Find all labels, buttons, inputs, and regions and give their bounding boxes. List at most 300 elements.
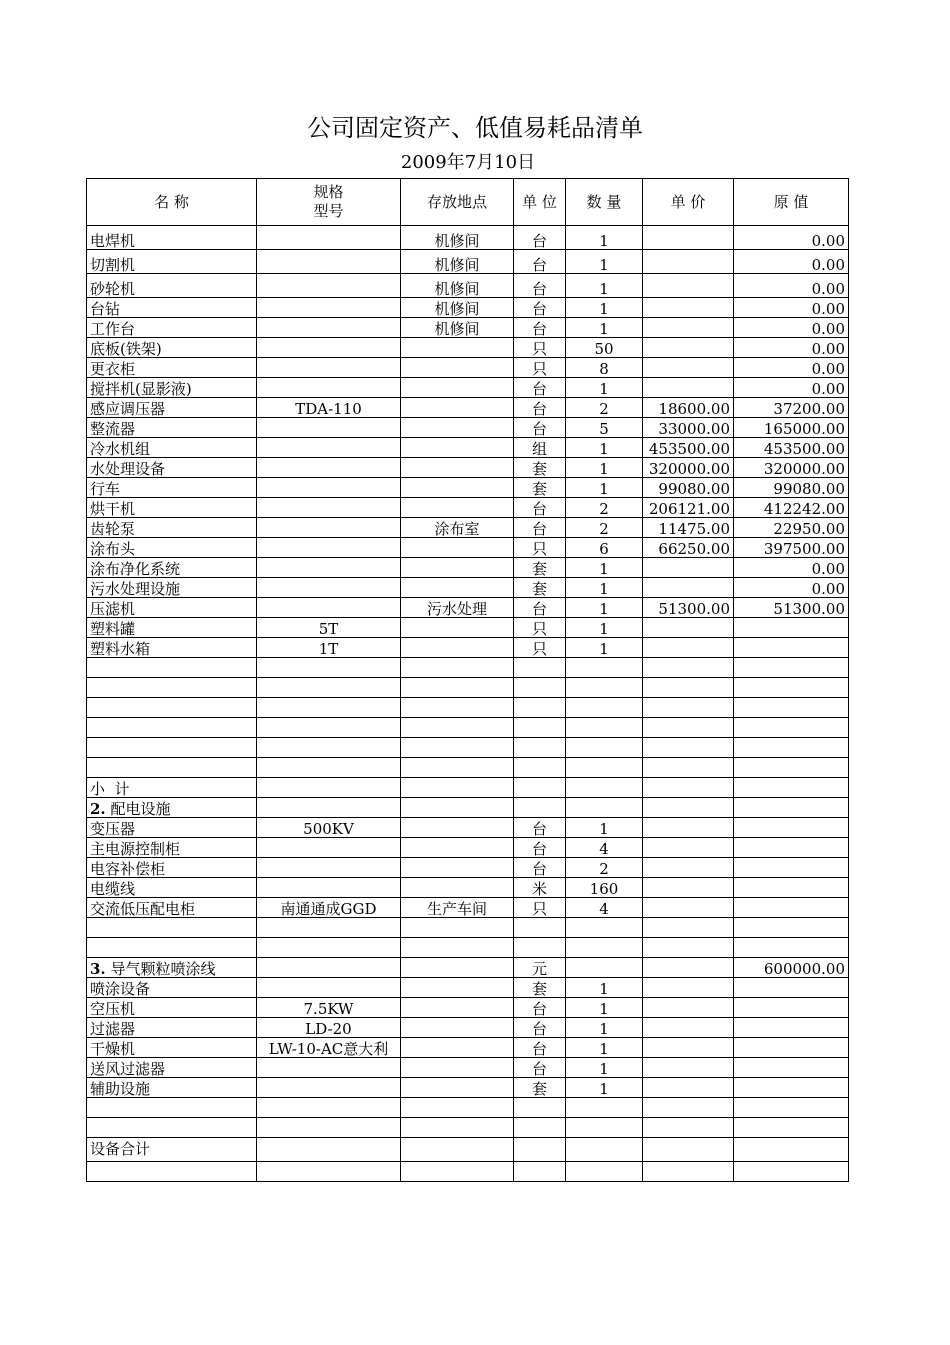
cell-name: 电焊机 [87, 226, 257, 250]
cell-location [401, 638, 514, 658]
table-row [87, 1038, 849, 1058]
cell-unit: 台 [514, 298, 566, 318]
cell-location: 机修间 [401, 250, 514, 274]
cell-unit-price [643, 978, 734, 998]
cell-quantity: 1 [566, 558, 643, 578]
table-row [87, 318, 849, 338]
header-quantity: 数 量 [566, 179, 643, 226]
cell-unit [514, 678, 566, 698]
cell-unit-price [643, 226, 734, 250]
cell-spec [257, 658, 401, 678]
cell-original-value [734, 738, 849, 758]
cell-name: 行车 [87, 478, 257, 498]
cell-unit [514, 918, 566, 938]
cell-spec [257, 338, 401, 358]
table-row [87, 998, 849, 1018]
cell-quantity: 6 [566, 538, 643, 558]
cell-spec [257, 678, 401, 698]
cell-original-value: 0.00 [734, 358, 849, 378]
cell-unit-price [643, 1138, 734, 1162]
cell-quantity [566, 698, 643, 718]
cell-spec [257, 1118, 401, 1138]
cell-location [401, 578, 514, 598]
cell-quantity: 1 [566, 250, 643, 274]
table-row [87, 798, 849, 818]
cell-name: 齿轮泵 [87, 518, 257, 538]
cell-unit: 套 [514, 458, 566, 478]
cell-original-value [734, 1138, 849, 1162]
table-row [87, 1098, 849, 1118]
cell-name [87, 658, 257, 678]
cell-quantity [566, 1118, 643, 1138]
cell-unit: 台 [514, 818, 566, 838]
cell-spec: 南通通成GGD [257, 898, 401, 918]
cell-unit: 台 [514, 318, 566, 338]
cell-name: 干燥机 [87, 1038, 257, 1058]
cell-original-value [734, 778, 849, 798]
table-row [87, 638, 849, 658]
cell-original-value [734, 618, 849, 638]
cell-unit-price [643, 758, 734, 778]
cell-location [401, 1098, 514, 1118]
cell-unit-price [643, 738, 734, 758]
cell-original-value [734, 938, 849, 958]
table-row [87, 698, 849, 718]
cell-location [401, 678, 514, 698]
cell-location: 机修间 [401, 274, 514, 298]
cell-name: 辅助设施 [87, 1078, 257, 1098]
cell-unit [514, 1162, 566, 1182]
cell-unit-price: 11475.00 [643, 518, 734, 538]
cell-unit-price [643, 778, 734, 798]
cell-quantity: 1 [566, 378, 643, 398]
cell-name: 冷水机组 [87, 438, 257, 458]
cell-quantity: 1 [566, 478, 643, 498]
cell-name [87, 678, 257, 698]
cell-spec [257, 598, 401, 618]
cell-location [401, 398, 514, 418]
cell-quantity: 1 [566, 578, 643, 598]
cell-name: 涂布净化系统 [87, 558, 257, 578]
table-row [87, 298, 849, 318]
cell-unit-price [643, 1118, 734, 1138]
cell-location: 污水处理 [401, 598, 514, 618]
cell-unit: 套 [514, 478, 566, 498]
cell-quantity: 1 [566, 458, 643, 478]
cell-spec [257, 838, 401, 858]
cell-spec [257, 358, 401, 378]
table-row [87, 1018, 849, 1038]
cell-spec [257, 378, 401, 398]
table-row [87, 1118, 849, 1138]
cell-spec [257, 918, 401, 938]
cell-unit-price [643, 274, 734, 298]
cell-unit: 台 [514, 1038, 566, 1058]
cell-spec [257, 978, 401, 998]
cell-quantity [566, 658, 643, 678]
header-unit: 单 位 [514, 179, 566, 226]
cell-quantity: 2 [566, 858, 643, 878]
cell-location: 机修间 [401, 298, 514, 318]
cell-name: 主电源控制柜 [87, 838, 257, 858]
cell-name: 切割机 [87, 250, 257, 274]
cell-original-value: 0.00 [734, 578, 849, 598]
cell-unit [514, 758, 566, 778]
cell-quantity: 1 [566, 978, 643, 998]
table-row [87, 858, 849, 878]
cell-name: 压滤机 [87, 598, 257, 618]
cell-name: 电容补偿柜 [87, 858, 257, 878]
cell-name: 涂布头 [87, 538, 257, 558]
cell-unit-price [643, 618, 734, 638]
table-row [87, 938, 849, 958]
cell-name [87, 1098, 257, 1118]
table-row [87, 338, 849, 358]
cell-original-value [734, 918, 849, 938]
cell-spec: 5T [257, 618, 401, 638]
cell-unit-price [643, 250, 734, 274]
cell-location [401, 918, 514, 938]
cell-unit-price [643, 918, 734, 938]
cell-unit: 台 [514, 598, 566, 618]
cell-original-value: 0.00 [734, 226, 849, 250]
cell-quantity [566, 798, 643, 818]
table-row [87, 478, 849, 498]
table-row [87, 378, 849, 398]
cell-name: 搅拌机(显影液) [87, 378, 257, 398]
cell-unit-price [643, 638, 734, 658]
cell-unit: 只 [514, 538, 566, 558]
cell-name [87, 738, 257, 758]
cell-unit-price [643, 998, 734, 1018]
cell-quantity [566, 1098, 643, 1118]
cell-original-value: 0.00 [734, 298, 849, 318]
cell-location [401, 1018, 514, 1038]
cell-unit-price [643, 1038, 734, 1058]
header-row [87, 179, 849, 226]
cell-location [401, 958, 514, 978]
cell-quantity: 1 [566, 1018, 643, 1038]
cell-quantity: 1 [566, 998, 643, 1018]
cell-unit-price [643, 938, 734, 958]
cell-quantity: 1 [566, 226, 643, 250]
cell-original-value [734, 638, 849, 658]
table-row [87, 398, 849, 418]
cell-location [401, 698, 514, 718]
cell-original-value [734, 978, 849, 998]
cell-location: 涂布室 [401, 518, 514, 538]
table-row [87, 438, 849, 458]
cell-spec [257, 738, 401, 758]
cell-quantity: 4 [566, 838, 643, 858]
cell-quantity: 1 [566, 274, 643, 298]
cell-location [401, 618, 514, 638]
table-row [87, 778, 849, 798]
cell-spec [257, 698, 401, 718]
cell-unit-price: 18600.00 [643, 398, 734, 418]
header-spec-line2: 型号 [313, 202, 344, 220]
cell-unit-price [643, 1018, 734, 1038]
cell-quantity: 50 [566, 338, 643, 358]
cell-spec [257, 958, 401, 978]
cell-location [401, 1118, 514, 1138]
cell-unit: 台 [514, 998, 566, 1018]
document-date: 2009年7月10日 [400, 152, 536, 173]
table-row [87, 838, 849, 858]
table-row [87, 274, 849, 298]
table-row [87, 958, 849, 978]
header-unit-price: 单 价 [643, 179, 734, 226]
cell-spec [257, 878, 401, 898]
cell-spec: LD-20 [257, 1018, 401, 1038]
cell-quantity: 1 [566, 318, 643, 338]
cell-location [401, 798, 514, 818]
table-row [87, 598, 849, 618]
section-number: 2. [90, 800, 106, 818]
cell-spec [257, 938, 401, 958]
table-row [87, 618, 849, 638]
cell-spec [257, 1138, 401, 1162]
cell-quantity: 2 [566, 398, 643, 418]
cell-location [401, 478, 514, 498]
cell-original-value [734, 838, 849, 858]
cell-unit-price [643, 718, 734, 738]
cell-unit-price [643, 1078, 734, 1098]
cell-original-value: 0.00 [734, 378, 849, 398]
cell-unit-price [643, 698, 734, 718]
cell-name: 台钻 [87, 298, 257, 318]
cell-quantity: 5 [566, 418, 643, 438]
cell-quantity [566, 918, 643, 938]
cell-quantity: 2 [566, 518, 643, 538]
cell-original-value: 397500.00 [734, 538, 849, 558]
cell-name [87, 798, 257, 818]
cell-spec [257, 438, 401, 458]
cell-unit-price [643, 298, 734, 318]
cell-unit: 套 [514, 1078, 566, 1098]
cell-unit-price [643, 578, 734, 598]
cell-unit-price [643, 318, 734, 338]
cell-unit-price [643, 358, 734, 378]
cell-unit-price: 453500.00 [643, 438, 734, 458]
cell-name [87, 1118, 257, 1138]
cell-quantity: 1 [566, 438, 643, 458]
header-location: 存放地点 [401, 179, 514, 226]
cell-quantity: 8 [566, 358, 643, 378]
cell-location [401, 538, 514, 558]
cell-location: 生产车间 [401, 898, 514, 918]
cell-original-value [734, 1162, 849, 1182]
cell-spec [257, 1058, 401, 1078]
cell-original-value [734, 658, 849, 678]
cell-location [401, 938, 514, 958]
cell-original-value [734, 818, 849, 838]
cell-unit: 只 [514, 358, 566, 378]
cell-spec: 1T [257, 638, 401, 658]
cell-unit: 只 [514, 618, 566, 638]
cell-spec [257, 418, 401, 438]
table-row [87, 1058, 849, 1078]
cell-unit: 只 [514, 898, 566, 918]
section-number: 3. [90, 960, 106, 978]
cell-unit [514, 778, 566, 798]
cell-unit: 台 [514, 418, 566, 438]
table-row [87, 1078, 849, 1098]
cell-name: 变压器 [87, 818, 257, 838]
cell-name: 工作台 [87, 318, 257, 338]
cell-unit [514, 1138, 566, 1162]
cell-original-value: 0.00 [734, 558, 849, 578]
cell-quantity: 1 [566, 1038, 643, 1058]
cell-quantity: 2 [566, 498, 643, 518]
cell-quantity: 1 [566, 638, 643, 658]
cell-location [401, 758, 514, 778]
cell-location [401, 1078, 514, 1098]
table-row [87, 578, 849, 598]
table-row [87, 538, 849, 558]
cell-name: 更衣柜 [87, 358, 257, 378]
cell-unit [514, 658, 566, 678]
cell-original-value: 37200.00 [734, 398, 849, 418]
cell-unit: 台 [514, 226, 566, 250]
table-row [87, 718, 849, 738]
cell-original-value [734, 998, 849, 1018]
cell-unit-price [643, 1058, 734, 1078]
cell-unit: 元 [514, 958, 566, 978]
table-row [87, 878, 849, 898]
cell-spec [257, 274, 401, 298]
cell-unit-price: 51300.00 [643, 598, 734, 618]
cell-quantity [566, 1162, 643, 1182]
cell-original-value [734, 1018, 849, 1038]
cell-unit [514, 718, 566, 738]
cell-original-value [734, 1098, 849, 1118]
cell-location [401, 378, 514, 398]
cell-location [401, 658, 514, 678]
cell-location: 机修间 [401, 226, 514, 250]
cell-unit-price [643, 338, 734, 358]
cell-unit: 组 [514, 438, 566, 458]
cell-spec [257, 558, 401, 578]
cell-location [401, 818, 514, 838]
cell-unit: 只 [514, 638, 566, 658]
cell-location [401, 838, 514, 858]
cell-original-value [734, 1058, 849, 1078]
table-row [87, 978, 849, 998]
cell-unit: 套 [514, 978, 566, 998]
cell-quantity [566, 718, 643, 738]
cell-spec [257, 518, 401, 538]
cell-unit [514, 938, 566, 958]
cell-original-value: 0.00 [734, 318, 849, 338]
table-row [87, 758, 849, 778]
cell-name: 砂轮机 [87, 274, 257, 298]
cell-unit [514, 798, 566, 818]
cell-original-value: 51300.00 [734, 598, 849, 618]
table-row [87, 226, 849, 250]
cell-location [401, 998, 514, 1018]
cell-location [401, 858, 514, 878]
cell-location [401, 718, 514, 738]
cell-original-value [734, 718, 849, 738]
cell-name: 烘干机 [87, 498, 257, 518]
cell-original-value [734, 678, 849, 698]
asset-table [86, 178, 849, 1182]
cell-unit-price [643, 1162, 734, 1182]
header-spec [257, 179, 401, 226]
cell-name: 塑料罐 [87, 618, 257, 638]
cell-unit: 台 [514, 858, 566, 878]
cell-spec [257, 798, 401, 818]
cell-spec [257, 226, 401, 250]
cell-unit: 台 [514, 398, 566, 418]
cell-location [401, 438, 514, 458]
cell-spec [257, 318, 401, 338]
cell-unit: 台 [514, 274, 566, 298]
cell-spec [257, 250, 401, 274]
cell-spec [257, 1078, 401, 1098]
table-row [87, 250, 849, 274]
cell-spec [257, 458, 401, 478]
cell-unit: 只 [514, 338, 566, 358]
cell-name: 空压机 [87, 998, 257, 1018]
cell-quantity: 1 [566, 598, 643, 618]
table-body [87, 226, 849, 1182]
table-row [87, 358, 849, 378]
table-row [87, 558, 849, 578]
cell-location [401, 458, 514, 478]
cell-location [401, 1038, 514, 1058]
cell-original-value: 22950.00 [734, 518, 849, 538]
cell-quantity: 160 [566, 878, 643, 898]
cell-unit: 套 [514, 578, 566, 598]
cell-unit [514, 698, 566, 718]
header-name: 名 称 [87, 179, 257, 226]
table-row [87, 658, 849, 678]
cell-name: 送风过滤器 [87, 1058, 257, 1078]
cell-quantity [566, 738, 643, 758]
cell-quantity: 1 [566, 1058, 643, 1078]
table-row [87, 518, 849, 538]
cell-name: 交流低压配电柜 [87, 898, 257, 918]
cell-unit-price [643, 858, 734, 878]
cell-spec: TDA-110 [257, 398, 401, 418]
cell-original-value [734, 1038, 849, 1058]
cell-unit: 台 [514, 518, 566, 538]
cell-spec [257, 298, 401, 318]
cell-name [87, 758, 257, 778]
cell-original-value [734, 898, 849, 918]
cell-quantity: 4 [566, 898, 643, 918]
cell-location [401, 358, 514, 378]
cell-unit-price [643, 898, 734, 918]
cell-name: 底板(铁架) [87, 338, 257, 358]
cell-unit-price: 66250.00 [643, 538, 734, 558]
cell-original-value [734, 858, 849, 878]
cell-original-value: 0.00 [734, 250, 849, 274]
table-row [87, 418, 849, 438]
cell-location: 机修间 [401, 318, 514, 338]
cell-spec: LW-10-AC意大利 [257, 1038, 401, 1058]
cell-name: 感应调压器 [87, 398, 257, 418]
cell-original-value: 320000.00 [734, 458, 849, 478]
table-row [87, 498, 849, 518]
cell-spec [257, 1162, 401, 1182]
cell-name [87, 698, 257, 718]
table-row [87, 678, 849, 698]
cell-location [401, 778, 514, 798]
cell-original-value: 0.00 [734, 338, 849, 358]
